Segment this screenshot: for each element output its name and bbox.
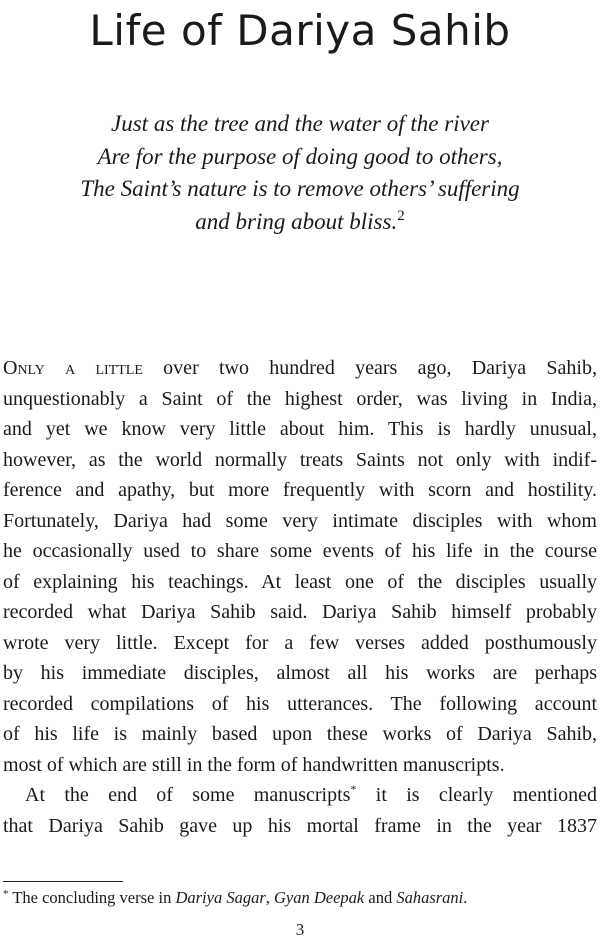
body-line: unquestionably a Saint of the highest order, was living in India, [3,387,597,410]
body-line-text: over two hundred years ago, Dariya Sahib, [142,357,597,379]
chapter-title: Life of Dariya Sahib [89,6,511,55]
footnote-title: Dariya Sagar [175,888,266,907]
body-text [3,353,597,841]
body-line [3,353,597,384]
footnote-text: The concluding verse in [8,888,176,907]
epigraph-line-text: and bring about bliss. [195,208,398,234]
body-line: and yet we know very little about him. This is hardly unusual, [3,418,597,440]
lead-in-smallcaps: Only a little [3,357,143,379]
footnote-title: Sahasrani [396,888,464,907]
body-line: he occasionally used to share some events of his life in the course [3,540,597,562]
footnote [3,888,597,908]
body-line [3,780,597,811]
epigraph-line-last [0,206,600,239]
body-line: however, as the world normally treats Saints not only with indif- [3,448,597,471]
body-line: by his immediate disciples, almost all his works are perhaps [3,662,597,684]
para2-text: At the end of some manuscripts [25,784,351,806]
body-line: wrote very little. Except for a few verses added posthumously [3,631,597,654]
body-line: Fortunately, Dariya had some very intimate disciples with whom [3,509,597,532]
footnote-sep: , [265,888,274,907]
body-line: of his life is mainly based upon these works of Dariya Sahib, [3,723,597,745]
body-line: of explaining his teachings. At least one of the disciples usually [3,570,597,593]
epigraph-footnote-ref: 2 [397,207,405,224]
body-line: ference and apathy, but more frequently with scorn and hostility. [3,479,597,501]
body-line: most of which are still in the form of handwritten manuscripts. [3,753,505,776]
body-line: recorded compilations of his utterances. The following account [3,692,597,715]
epigraph-line: Just as the tree and the water of the river [111,111,489,136]
epigraph-line: The Saint’s nature is to remove others’ suffering [80,176,520,201]
para2-footnote-marker: * [350,782,357,796]
body-line: that Dariya Sahib gave up his mortal frame in the year 1837 [3,814,597,837]
para2-text: it is clearly mentioned [375,784,598,806]
footnote-marker: * [3,888,9,900]
body-line: recorded what Dariya Sahib said. Dariya Sahib himself probably [3,601,597,623]
page-number: 3 [295,920,305,939]
footnote-rule [3,881,123,882]
footnote-end: . [463,888,468,907]
footnote-title: Gyan Deepak [274,888,365,907]
footnote-sep: and [364,888,397,907]
epigraph-line: Are for the purpose of doing good to others, [97,143,503,169]
epigraph [0,108,600,238]
